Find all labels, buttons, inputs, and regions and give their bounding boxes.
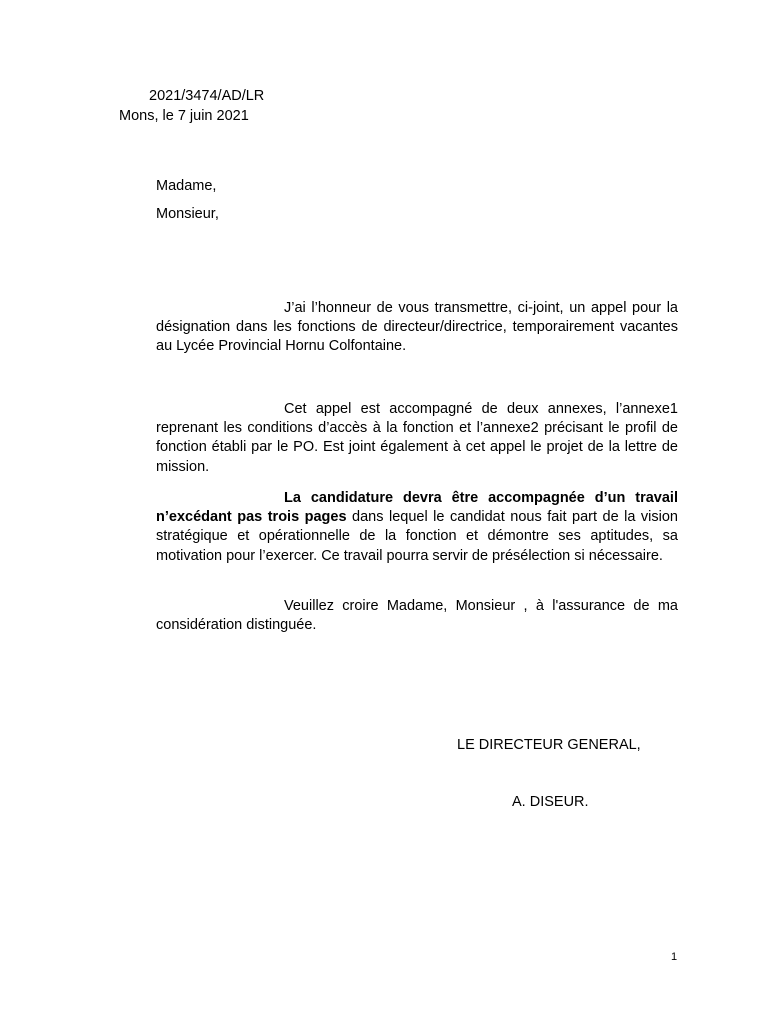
paragraph-annexes-text: Cet appel est accompagné de deux annexes, l’annexe1 reprenant les conditions d’accès à la fonction et l’annexe2 précisant le profil de fonction établi par le PO. Est joint également à cet appel le projet de la lettre de mission. (156, 401, 678, 475)
place-and-date: Mons, le 7 juin 2021 (119, 108, 249, 124)
salutation-madame: Madame, (156, 178, 217, 194)
page-number: 1 (671, 951, 678, 963)
signature-title: LE DIRECTEUR GENERAL, (457, 737, 641, 753)
paragraph-closing (156, 597, 678, 635)
paragraph-candidature-text: dans lequel le candidat nous fait part de la vision stratégique et opérationnelle de la fonction et démontre ses aptitudes, sa motivation pour l’exercer. Ce travail pourra servir de présélection si nécessaire. (156, 509, 678, 564)
paragraph-transmission (156, 299, 678, 357)
signature-name: A. DISEUR. (512, 794, 589, 810)
paragraph-closing-text: Veuillez croire Madame, Monsieur , à l'assurance de ma considération distinguée. (156, 598, 678, 634)
paragraph-candidature (156, 489, 678, 566)
paragraph-candidature-bold: La candidature devra être accompagnée d’un travail n’excédant pas trois pages (156, 490, 678, 526)
salutation-monsieur: Monsieur, (156, 206, 219, 222)
paragraph-annexes (156, 400, 678, 477)
paragraph-transmission-text: J’ai l’honneur de vous transmettre, ci-joint, un appel pour la désignation dans les fonctions de directeur/directrice, temporairement vacantes au Lycée Provincial Hornu Colfontaine. (156, 300, 678, 355)
reference-number: 2021/3474/AD/LR (149, 88, 265, 104)
